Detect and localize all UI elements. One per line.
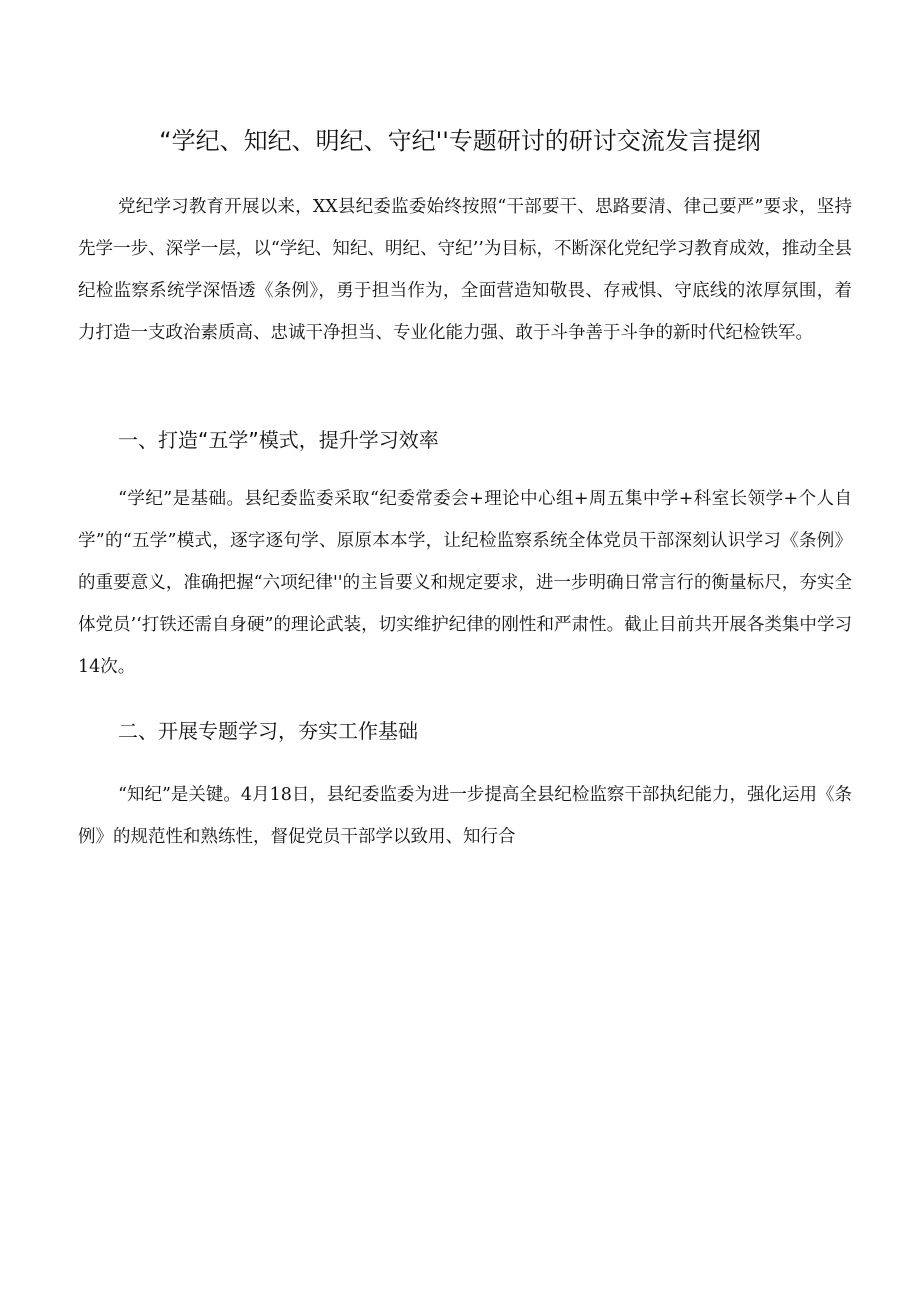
document-title: “学纪、知纪、明纪、守纪''专题研讨的研讨交流发言提纲 bbox=[159, 127, 761, 155]
section-1-paragraph-text: “学纪”是基础。县纪委监委采取“纪委常委会+理论中心组+周五集中学+科室长领学+个人自学”的“五学”模式，逐字逐句学、原原本本学，让纪检监察系统全体党员干部深刻认识学习《条例》的重要意义，准确把握“六项纪律''的主旨要义和规定要求，进一步明确日常言行的衡量标尺，夯实全体党员’‘打铁还需自身硬”的理论武装，切实维护纪律的刚性和严肃性。截止目前共开展各类集中学习14次。 bbox=[78, 489, 852, 677]
section-heading-2: 二、开展专题学习，夯实工作基础 bbox=[118, 719, 418, 743]
section-1-paragraph bbox=[78, 478, 852, 688]
section-2-paragraph bbox=[78, 774, 852, 858]
intro-paragraph-text: 党纪学习教育开展以来，XX县纪委监委始终按照“干部要干、思路要清、律己要严”要求，坚持先学一步、深学一层，以“学纪、知纪、明纪、守纪’’为目标，不断深化党纪学习教育成效，推动全县纪检监察系统学深悟透《条例》，勇于担当作为，全面营造知敬畏、存戒惧、守底线的浓厚氛围，着力打造一支政治素质高、忠诚干净担当、专业化能力强、敢于斗争善于斗争的新时代纪检铁军。 bbox=[78, 197, 852, 343]
intro-paragraph bbox=[78, 186, 852, 354]
section-heading-1: 一、打造“五学”模式，提升学习效率 bbox=[118, 428, 439, 452]
section-2-paragraph-text: “知纪”是关键。4月18日，县纪委监委为进一步提高全县纪检监察干部执纪能力，强化运用《条例》的规范性和熟练性，督促党员干部学以致用、知行合 bbox=[78, 785, 852, 847]
